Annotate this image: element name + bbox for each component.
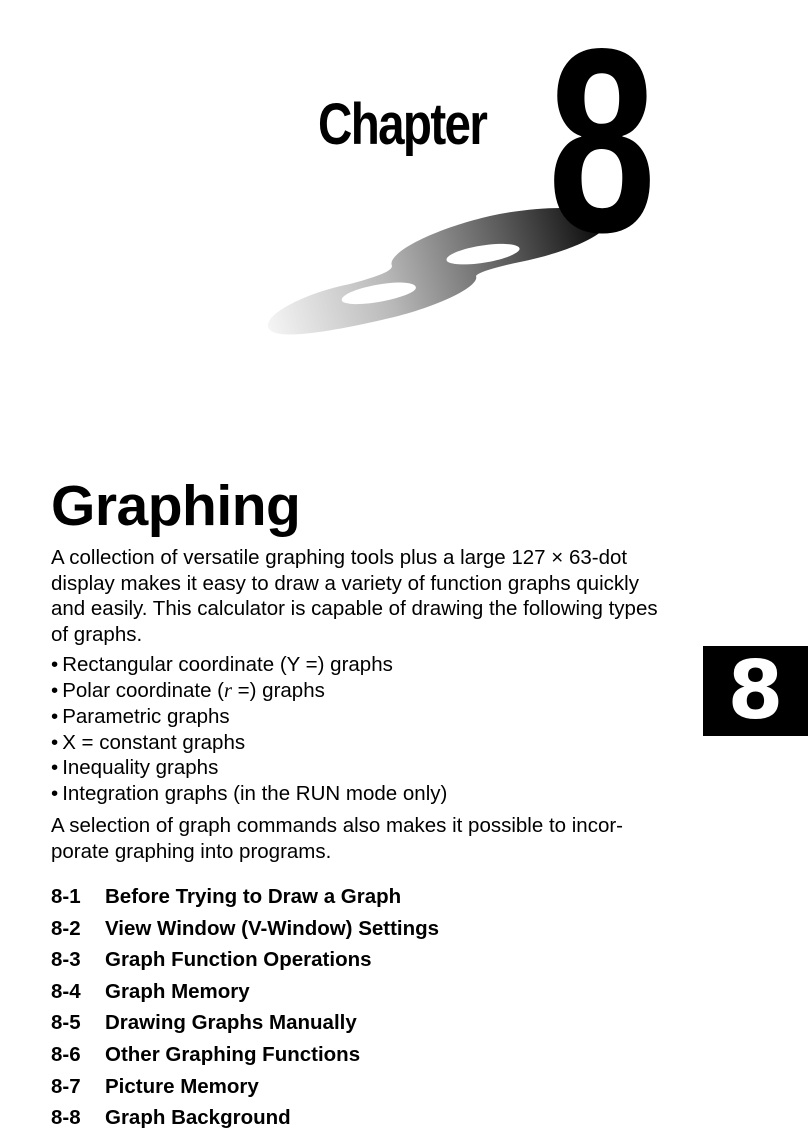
section-title: Other Graphing Functions xyxy=(105,1042,361,1066)
section-title: Graph Background xyxy=(105,1106,291,1130)
bullet-marker: • xyxy=(51,705,59,729)
bullet-marker: • xyxy=(51,678,59,702)
section-number: 8-6 xyxy=(51,1042,81,1066)
section-number: 8-1 xyxy=(51,885,81,908)
intro-paragraph: A collection of versatile graphing tools plus a large 127 × 63-dot display makes it easy to draw a variety of function graphs quickly and easily. This calculator is capable of drawing the following types of graphs. xyxy=(51,546,658,646)
list-item-text: Integration graphs (in the RUN mode only) xyxy=(62,781,448,805)
section-item-8-3 xyxy=(51,944,439,976)
list-item xyxy=(51,678,447,705)
graph-types-list xyxy=(51,652,447,807)
section-title: Picture Memory xyxy=(105,1074,259,1098)
bullet-marker: • xyxy=(51,730,59,754)
section-title: Graph Memory xyxy=(105,979,250,1003)
list-item-text-rest: =) graphs xyxy=(231,678,325,702)
outro-paragraph: A selection of graph commands also makes it possible to incor-porate graphing into programs. xyxy=(51,814,623,863)
bullet-marker: • xyxy=(51,653,59,676)
section-title: View Window (V-Window) Settings xyxy=(105,916,440,940)
list-item xyxy=(51,652,447,678)
section-number: 8-7 xyxy=(51,1074,81,1098)
section-number: 8-8 xyxy=(51,1106,81,1130)
section-item-8-1 xyxy=(51,881,439,913)
list-item xyxy=(51,755,447,781)
section-number: 8-2 xyxy=(51,916,81,940)
list-item-text: Inequality graphs xyxy=(62,756,219,780)
section-number: 8-5 xyxy=(51,1011,81,1035)
polar-variable: r xyxy=(224,679,232,702)
list-item-text: X = constant graphs xyxy=(62,730,246,754)
list-item xyxy=(51,781,447,807)
list-item-text: Parametric graphs xyxy=(62,705,230,729)
list-item xyxy=(51,704,447,730)
list-item xyxy=(51,730,447,756)
section-item-8-5 xyxy=(51,1007,439,1039)
bullet-marker: • xyxy=(51,781,59,805)
list-item-text: Polar coordinate ( xyxy=(62,678,224,702)
chapter-label: Chapter xyxy=(318,92,487,157)
section-item-8-2 xyxy=(51,913,439,945)
page-title: Graphing xyxy=(51,474,301,538)
section-title: Drawing Graphs Manually xyxy=(105,1011,357,1035)
section-title: Graph Function Operations xyxy=(105,948,372,972)
section-list xyxy=(51,881,439,1134)
section-title: Before Trying to Draw a Graph xyxy=(105,885,402,908)
list-item-text: Rectangular coordinate (Y =) graphs xyxy=(62,653,393,676)
chapter-thumb-tab: 8 xyxy=(703,646,808,736)
section-item-8-4 xyxy=(51,976,439,1008)
section-item-8-7 xyxy=(51,1071,439,1103)
numeral-shadow-art xyxy=(0,0,808,360)
section-item-8-8 xyxy=(51,1102,439,1134)
section-item-8-6 xyxy=(51,1039,439,1071)
chapter-number: 8 xyxy=(548,0,656,287)
bullet-marker: • xyxy=(51,756,59,780)
section-number: 8-4 xyxy=(51,979,81,1003)
section-number: 8-3 xyxy=(51,948,81,972)
